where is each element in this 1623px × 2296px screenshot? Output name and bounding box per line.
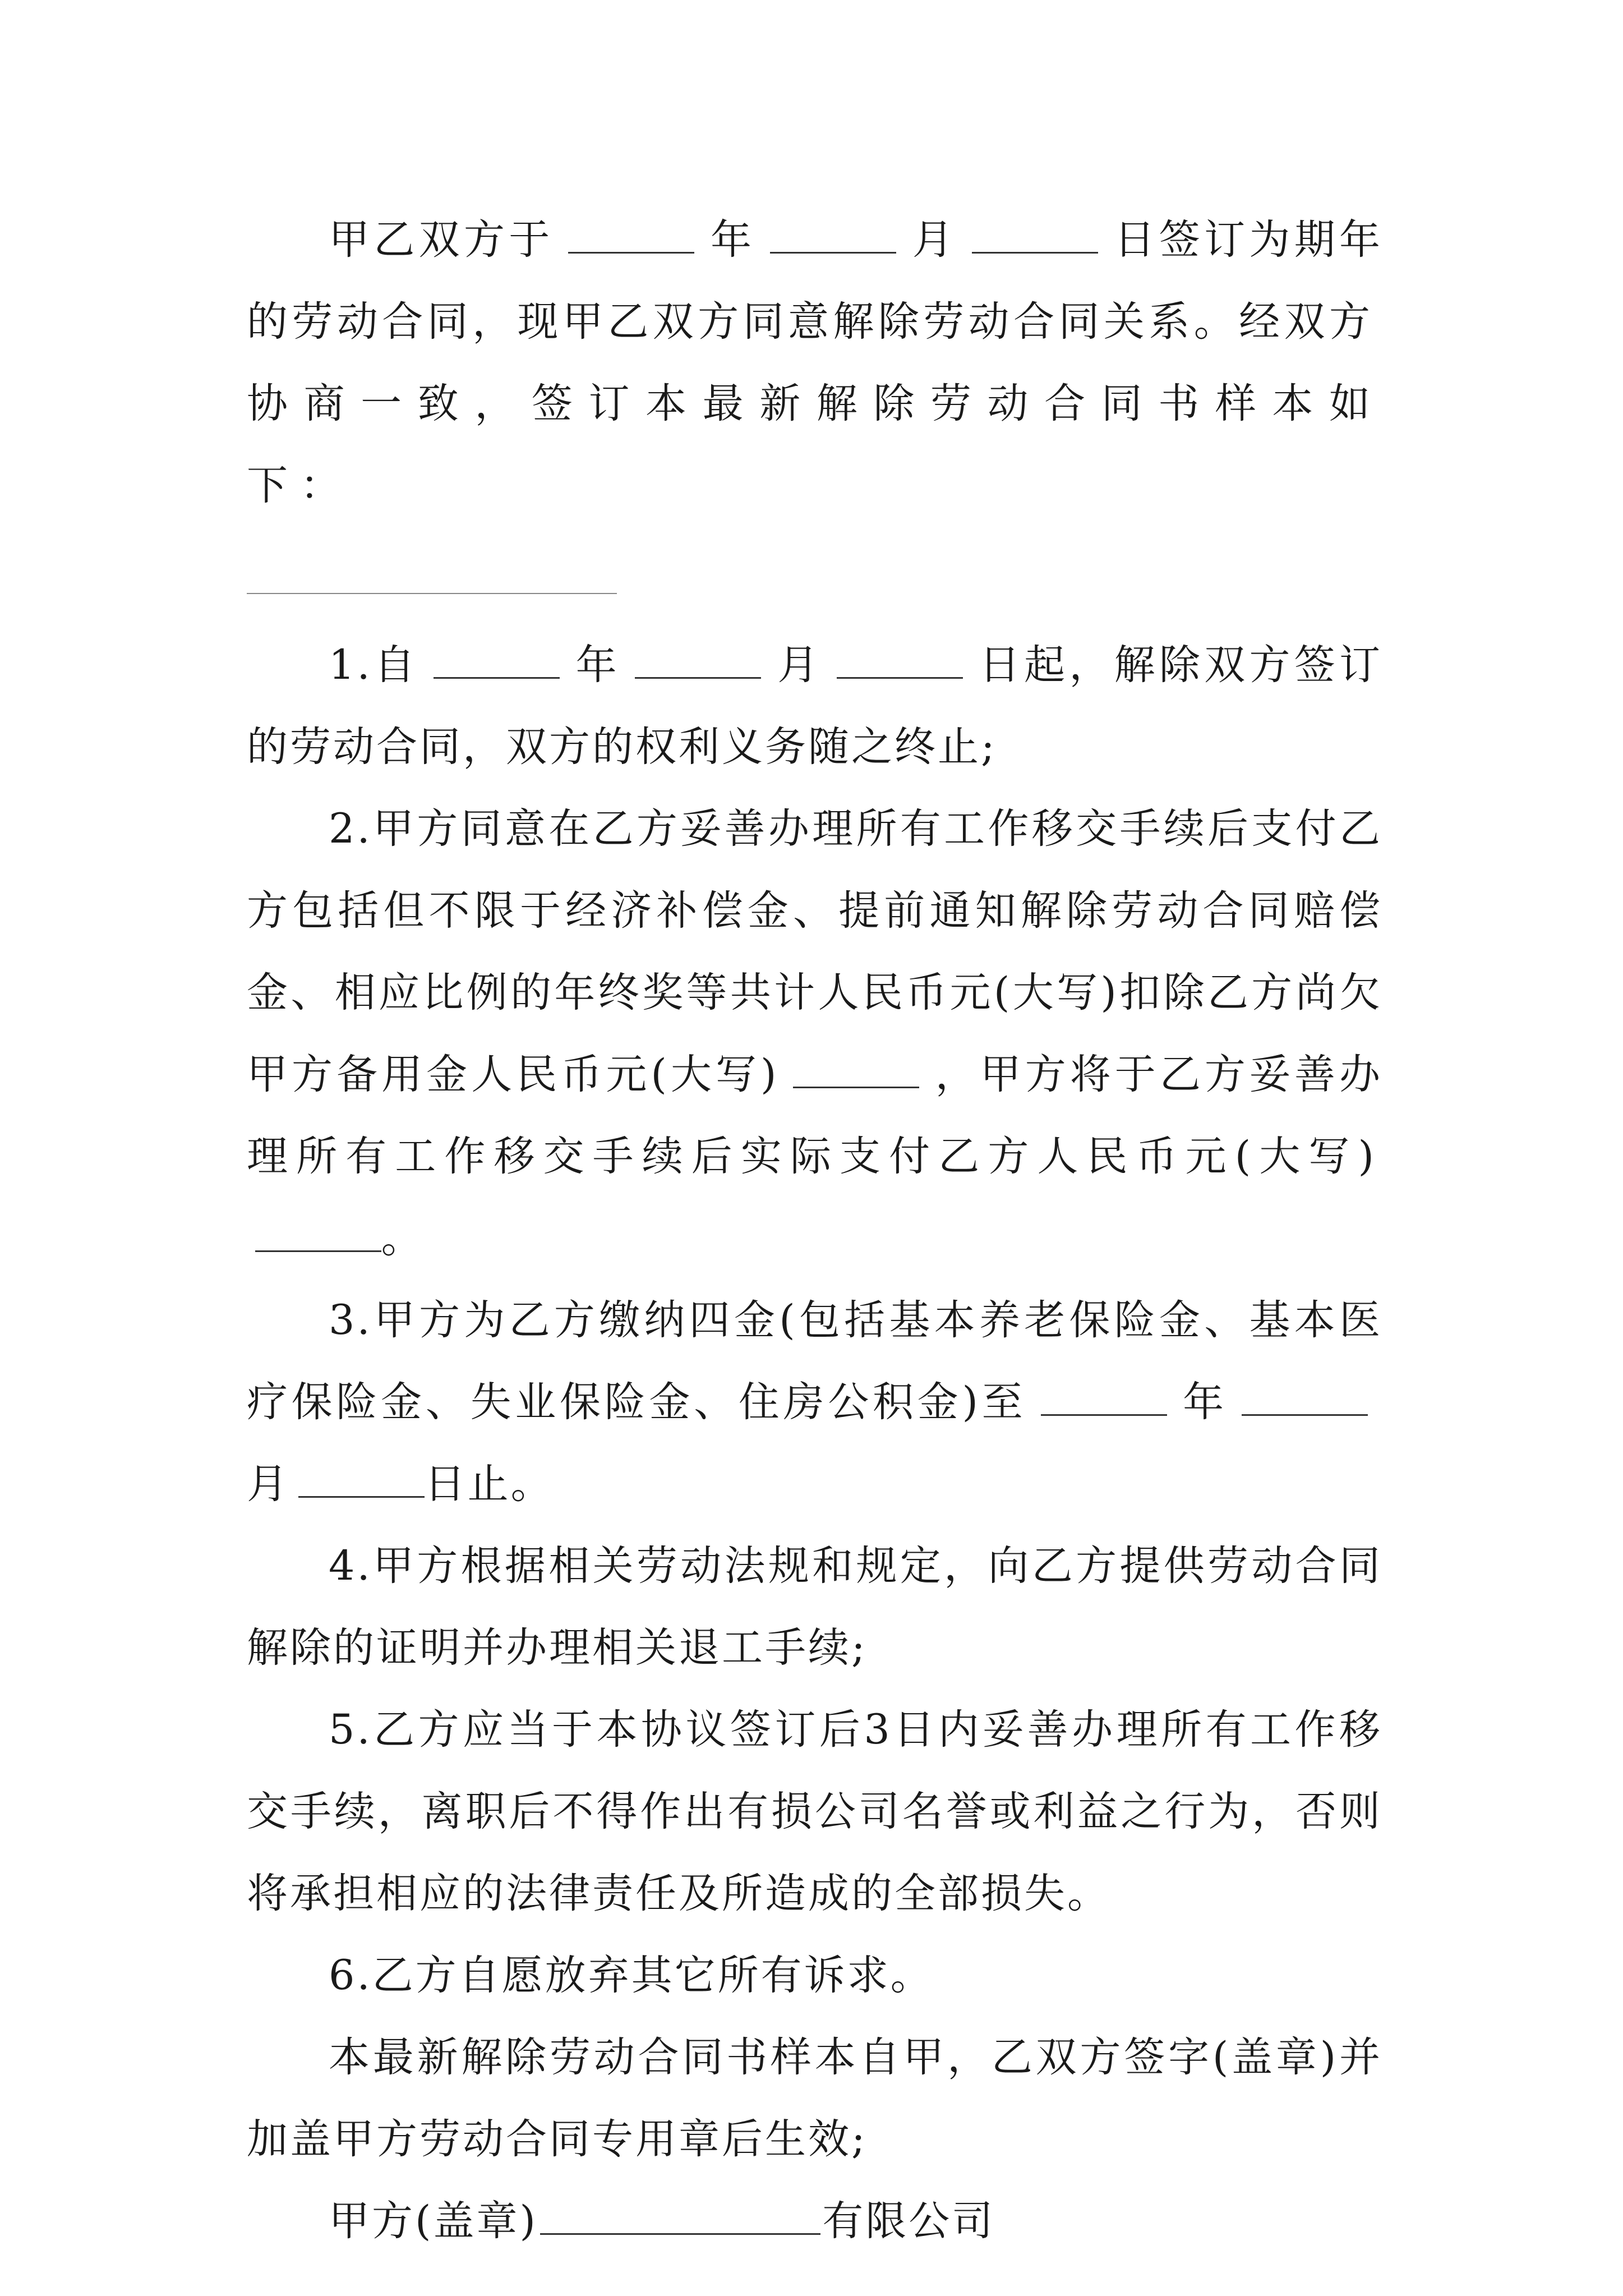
section-divider bbox=[247, 593, 617, 594]
clause-1-suffix: 日起，解除双方签订的劳动合同，双方的权利义务随之终止; bbox=[247, 641, 1383, 771]
clause-5: 5.乙方应当于本协议签订后3日内妥善办理所有工作移交手续，离职后不得作出有损公司名誉或利益之行为，否则将承担相应的法律责任及所造成的全部损失。 bbox=[247, 1706, 1382, 1917]
clause-3-year-label: 年 bbox=[1181, 1378, 1228, 1426]
clause-2-text-3: 理所有工作移交手续后实际支付乙方人民币元(大写) bbox=[247, 1133, 1382, 1180]
intro-text-1: 甲乙双方于 bbox=[329, 216, 554, 264]
clause-1-month-blank bbox=[635, 640, 761, 679]
clause-3-month-blank bbox=[1242, 1377, 1368, 1416]
party-a-label: 甲方(盖章) bbox=[329, 2197, 538, 2245]
clause-1-day-blank bbox=[837, 640, 963, 679]
clause-2-total-blank bbox=[255, 1213, 381, 1252]
party-a-suffix: 有限公司 bbox=[822, 2197, 995, 2245]
intro-year-label: 年 bbox=[708, 216, 756, 264]
intro-text-3: 方协商一致，签订本最新解除劳动合同书样本如下： bbox=[247, 298, 1382, 509]
clause-6: 6.乙方自愿放弃其它所有诉求。 bbox=[329, 1952, 934, 1999]
clause-2-text-4: 。 bbox=[381, 1214, 425, 1262]
clause-3 bbox=[247, 1280, 1382, 1525]
clause-3-text-1: 3.甲方为乙方缴纳四金(包括基本养老保险金、基本医疗保险金、失业保险金、住房公积金)至 bbox=[247, 1296, 1382, 1426]
clause-2 bbox=[247, 788, 1382, 1280]
clause-1-year-blank bbox=[434, 640, 560, 679]
sign-month-blank bbox=[770, 215, 896, 254]
clause-1-prefix: 1.自 bbox=[329, 641, 419, 689]
closing-paragraph: 本最新解除劳动合同书样本自甲，乙双方签字(盖章)并加盖甲方劳动合同专用章后生效; bbox=[247, 2033, 1382, 2163]
clause-3-day-blank bbox=[298, 1459, 425, 1498]
clause-2-amount-blank bbox=[793, 1050, 919, 1088]
clause-4: 4.甲方根据相关劳动法规和规定，向乙方提供劳动合同解除的证明并办理相关退工手续; bbox=[247, 1542, 1382, 1672]
intro-paragraph bbox=[247, 199, 1382, 527]
clause-2-text-2: ，甲方将于乙方妥善办 bbox=[933, 1051, 1383, 1098]
intro-text-2: 日签订为期年的劳动合同，现甲乙双方同意解除劳动合同关系。经双 bbox=[247, 216, 1383, 346]
clause-3-month-label: 月 bbox=[247, 1460, 290, 1508]
party-a-company-blank bbox=[540, 2196, 820, 2235]
clause-3-year-blank bbox=[1041, 1377, 1167, 1416]
clause-3-suffix: 日止。 bbox=[424, 1460, 554, 1508]
clause-1 bbox=[247, 624, 1382, 788]
clause-2-text-1: 2.甲方同意在乙方妥善办理所有工作移交手续后支付乙方包括但不限于经济补偿金、提前通知解除劳动合同赔偿金、相应比例的年终奖等共计人民币元(大写)扣除乙方尚欠甲方备用金人民币元(大写) bbox=[247, 805, 1382, 1098]
sign-day-blank bbox=[972, 215, 1098, 254]
intro-month-label: 月 bbox=[910, 216, 958, 264]
contract-document bbox=[247, 199, 1382, 2262]
clause-1-month-label: 月 bbox=[775, 641, 823, 689]
sign-year-blank bbox=[568, 215, 694, 254]
party-a-signature-line bbox=[247, 2180, 1382, 2262]
clause-1-year-label: 年 bbox=[574, 641, 621, 689]
